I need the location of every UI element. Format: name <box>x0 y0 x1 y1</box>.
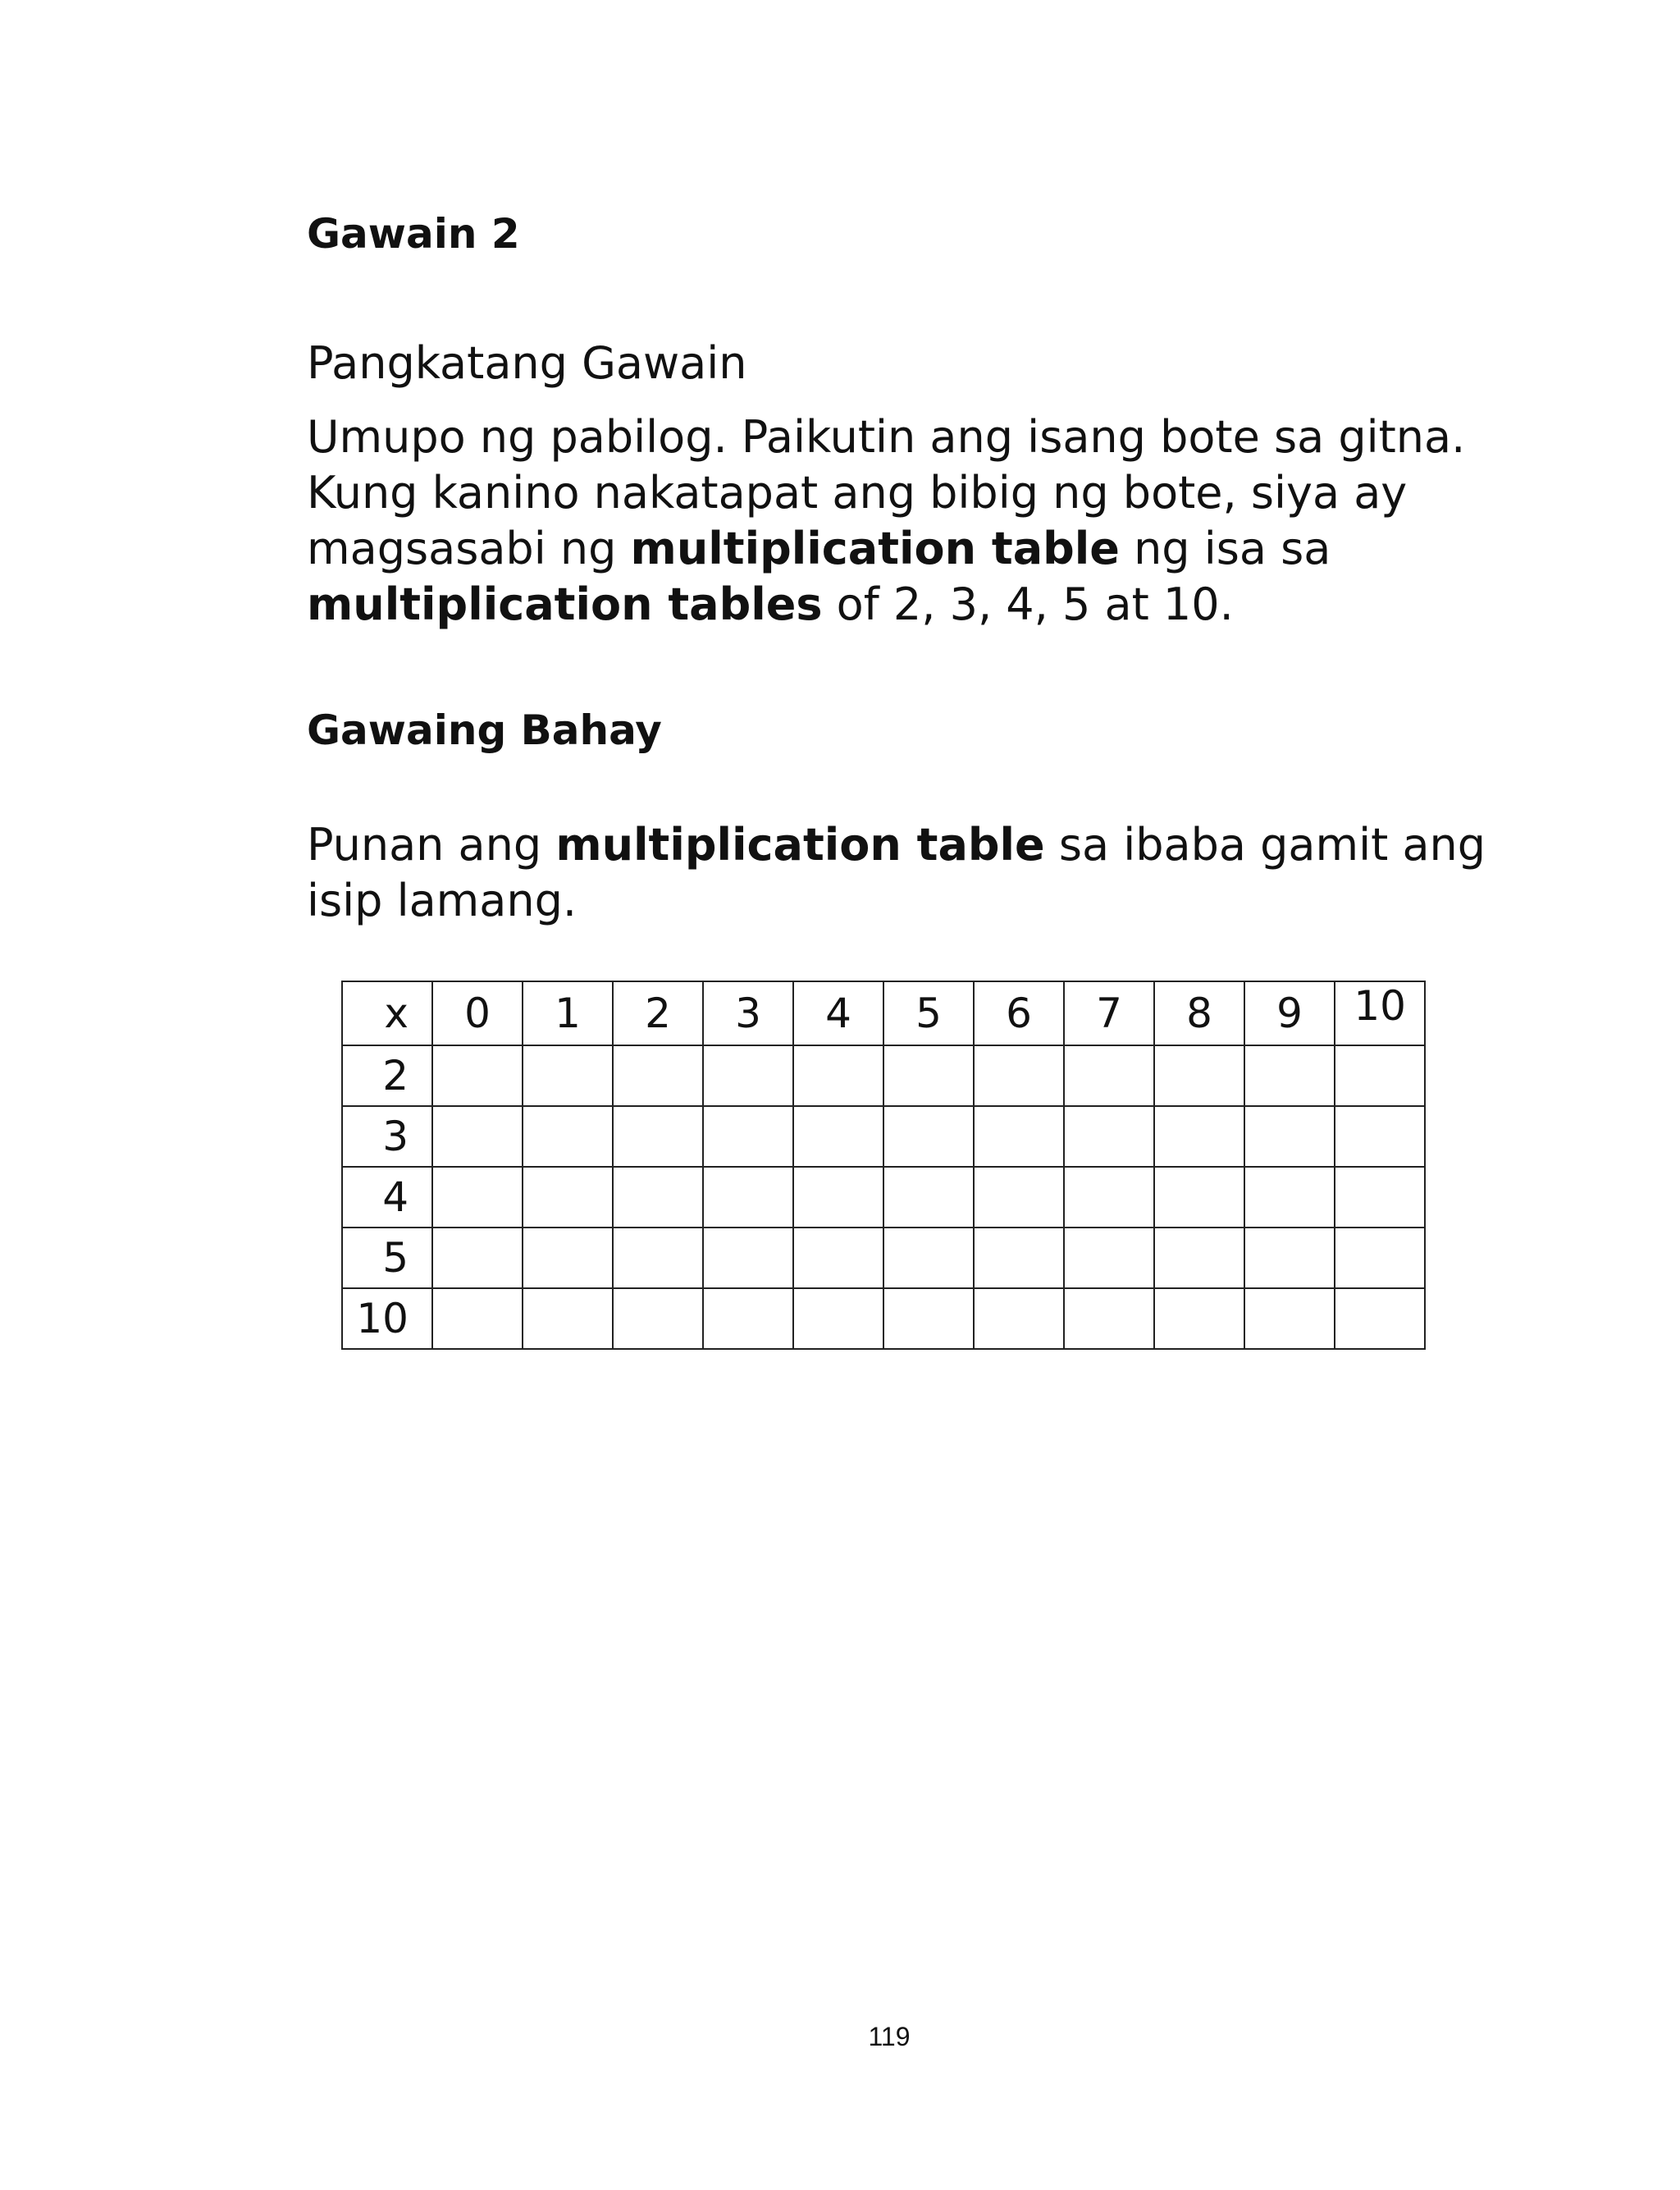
table-row <box>342 1228 1425 1288</box>
row-header-cell: 2 <box>342 1045 432 1106</box>
activity-subtitle: Pangkatang Gawain <box>307 337 747 389</box>
answer-cell[interactable] <box>613 1106 703 1167</box>
answer-cell[interactable] <box>1335 1167 1425 1228</box>
answer-cell[interactable] <box>1154 1106 1244 1167</box>
answer-cell[interactable] <box>974 1228 1064 1288</box>
answer-cell[interactable] <box>793 1045 883 1106</box>
column-header-cell: 7 <box>1064 981 1154 1045</box>
row-header-cell: 5 <box>342 1228 432 1288</box>
instruction-text: Kung kanino nakatapat ang bibig ng bote, siya ay <box>307 467 1408 519</box>
answer-cell[interactable] <box>703 1228 793 1288</box>
instruction-line-3 <box>307 520 1331 578</box>
answer-cell[interactable] <box>793 1106 883 1167</box>
table-row <box>342 1167 1425 1228</box>
answer-cell[interactable] <box>1244 1167 1335 1228</box>
answer-cell[interactable] <box>1335 1045 1425 1106</box>
homework-title: Gawaing Bahay <box>307 706 662 754</box>
column-header-cell: 0 <box>432 981 523 1045</box>
answer-cell[interactable] <box>703 1288 793 1349</box>
multiplication-table <box>341 981 1426 1350</box>
answer-cell[interactable] <box>613 1288 703 1349</box>
answer-cell[interactable] <box>523 1106 613 1167</box>
instruction-line-1 <box>307 409 1465 466</box>
row-header-cell: 10 <box>342 1288 432 1349</box>
answer-cell[interactable] <box>613 1167 703 1228</box>
row-header-cell: 4 <box>342 1167 432 1228</box>
answer-cell[interactable] <box>974 1045 1064 1106</box>
answer-cell[interactable] <box>883 1045 974 1106</box>
answer-cell[interactable] <box>1244 1288 1335 1349</box>
answer-cell[interactable] <box>793 1228 883 1288</box>
answer-cell[interactable] <box>703 1045 793 1106</box>
answer-cell[interactable] <box>883 1228 974 1288</box>
table-header-row <box>342 981 1425 1045</box>
homework-instruction-line-1 <box>307 816 1486 874</box>
table-corner-cell: x <box>342 981 432 1045</box>
answer-cell[interactable] <box>523 1228 613 1288</box>
answer-cell[interactable] <box>1154 1045 1244 1106</box>
answer-cell[interactable] <box>883 1167 974 1228</box>
answer-cell[interactable] <box>523 1045 613 1106</box>
row-header-cell: 3 <box>342 1106 432 1167</box>
answer-cell[interactable] <box>432 1045 523 1106</box>
instruction-text: of 2, 3, 4, 5 at 10. <box>822 578 1234 630</box>
instruction-bold-term: multiplication table <box>630 523 1120 574</box>
answer-cell[interactable] <box>1154 1228 1244 1288</box>
answer-cell[interactable] <box>1064 1288 1154 1349</box>
answer-cell[interactable] <box>432 1106 523 1167</box>
column-header-cell: 1 <box>523 981 613 1045</box>
answer-cell[interactable] <box>1335 1288 1425 1349</box>
column-header-cell: 5 <box>883 981 974 1045</box>
answer-cell[interactable] <box>1064 1228 1154 1288</box>
answer-cell[interactable] <box>883 1288 974 1349</box>
answer-cell[interactable] <box>1335 1106 1425 1167</box>
answer-cell[interactable] <box>974 1167 1064 1228</box>
table-row <box>342 1106 1425 1167</box>
instruction-text: ng isa sa <box>1119 523 1331 574</box>
column-header-cell: 3 <box>703 981 793 1045</box>
answer-cell[interactable] <box>703 1106 793 1167</box>
answer-cell[interactable] <box>613 1228 703 1288</box>
answer-cell[interactable] <box>1064 1045 1154 1106</box>
answer-cell[interactable] <box>432 1167 523 1228</box>
answer-cell[interactable] <box>523 1167 613 1228</box>
column-header-cell: 9 <box>1244 981 1335 1045</box>
answer-cell[interactable] <box>1154 1167 1244 1228</box>
column-header-cell: 6 <box>974 981 1064 1045</box>
answer-cell[interactable] <box>613 1045 703 1106</box>
answer-cell[interactable] <box>1244 1228 1335 1288</box>
answer-cell[interactable] <box>1244 1045 1335 1106</box>
answer-cell[interactable] <box>432 1288 523 1349</box>
homework-bold-term: multiplication table <box>555 819 1045 871</box>
homework-text: sa ibaba gamit ang <box>1044 819 1486 871</box>
table-row <box>342 1045 1425 1106</box>
column-header-cell: 8 <box>1154 981 1244 1045</box>
answer-cell[interactable] <box>1244 1106 1335 1167</box>
multiplication-table-container <box>341 981 1426 1350</box>
table-row <box>342 1288 1425 1349</box>
instruction-line-2 <box>307 464 1407 522</box>
homework-text: Punan ang <box>307 819 556 871</box>
answer-cell[interactable] <box>974 1106 1064 1167</box>
answer-cell[interactable] <box>883 1106 974 1167</box>
page-number: 119 <box>868 2022 911 2051</box>
column-header-cell: 2 <box>613 981 703 1045</box>
answer-cell[interactable] <box>1154 1288 1244 1349</box>
homework-instruction-line-2: isip lamang. <box>307 875 578 926</box>
answer-cell[interactable] <box>523 1288 613 1349</box>
answer-cell[interactable] <box>1064 1106 1154 1167</box>
answer-cell[interactable] <box>1064 1167 1154 1228</box>
answer-cell[interactable] <box>793 1288 883 1349</box>
answer-cell[interactable] <box>1335 1228 1425 1288</box>
instruction-text: magsasabi ng <box>307 523 631 574</box>
column-header-cell: 4 <box>793 981 883 1045</box>
instruction-line-4 <box>307 576 1234 633</box>
answer-cell[interactable] <box>793 1167 883 1228</box>
activity-title: Gawain 2 <box>307 210 520 258</box>
answer-cell[interactable] <box>432 1228 523 1288</box>
answer-cell[interactable] <box>703 1167 793 1228</box>
column-header-cell: 10 <box>1335 981 1425 1045</box>
instruction-bold-term: multiplication tables <box>307 578 823 630</box>
instruction-text: Umupo ng pabilog. Paikutin ang isang bote sa gitna. <box>307 411 1466 463</box>
answer-cell[interactable] <box>974 1288 1064 1349</box>
